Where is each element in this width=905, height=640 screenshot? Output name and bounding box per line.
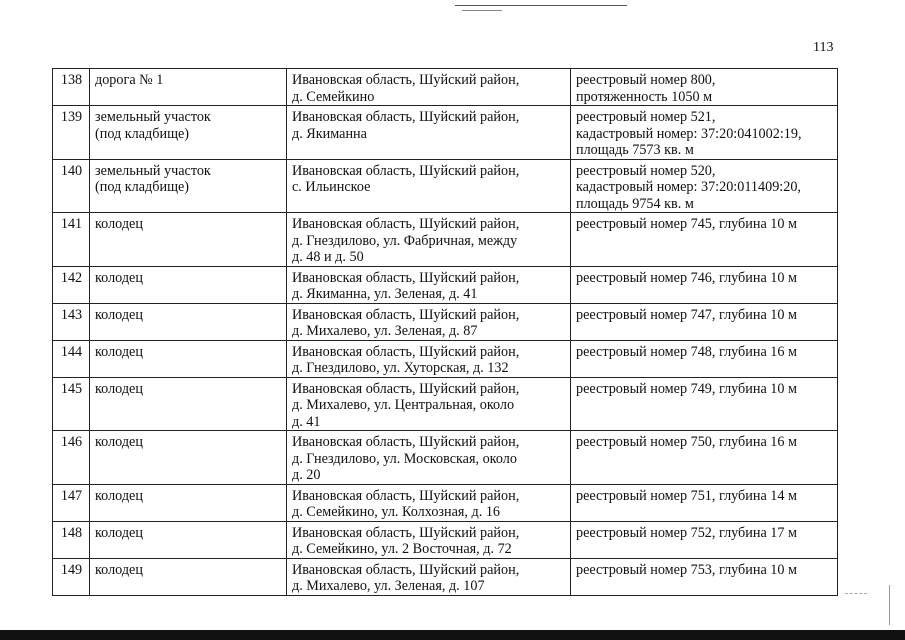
- cell-line: д. Семейкино, ул. 2 Восточная, д. 72: [292, 541, 512, 557]
- details-cell: [571, 377, 838, 431]
- cell-line: д. 48 и д. 50: [292, 249, 364, 265]
- cell-line: реестровый номер 746, глубина 10 м: [576, 269, 798, 286]
- address-cell: [287, 484, 571, 521]
- cell-line: д. 20: [292, 467, 321, 483]
- header-rule-short: [462, 10, 502, 11]
- object-name-cell: [90, 106, 287, 160]
- cell-line: д. Михалево, ул. Зеленая, д. 87: [292, 323, 478, 339]
- cell-line: Ивановская область, Шуйский район,: [292, 109, 520, 125]
- cell-line: дорога № 1: [95, 72, 164, 88]
- cell-line: реестровый номер 521,: [576, 109, 716, 125]
- cell-line: реестровый номер 753, глубина 10 м: [576, 561, 798, 578]
- cell-line: кадастровый номер: 37:20:011409:20,: [576, 179, 801, 195]
- scan-bottom-border: [0, 630, 905, 640]
- table-row: [53, 521, 838, 558]
- row-number-cell: 143: [53, 303, 90, 340]
- cell-line: колодец: [95, 487, 143, 504]
- cell-line: земельный участок: [95, 162, 211, 179]
- table-row: [53, 159, 838, 213]
- address-cell: [287, 377, 571, 431]
- cell-line: Ивановская область, Шуйский район,: [292, 434, 520, 450]
- cell-line: колодец: [95, 269, 143, 286]
- table-row: [53, 213, 838, 267]
- cell-line: д. Гнездилово, ул. Хуторская, д. 132: [292, 360, 509, 376]
- object-name-cell: [90, 484, 287, 521]
- cell-line: колодец: [95, 561, 143, 578]
- row-number-cell: 142: [53, 266, 90, 303]
- details-cell: [571, 558, 838, 595]
- cell-line: реестровый номер 800,: [576, 72, 716, 88]
- cell-line: д. Семейкино: [292, 88, 375, 105]
- cell-line: колодец: [95, 380, 143, 397]
- cell-line: колодец: [95, 216, 143, 232]
- cell-line: реестровый номер 748, глубина 16 м: [576, 343, 798, 360]
- cell-line: с. Ильинское: [292, 179, 371, 195]
- object-name-cell: [90, 340, 287, 377]
- cell-line: реестровый номер 752, глубина 17 м: [576, 524, 798, 541]
- object-name-cell: [90, 213, 287, 267]
- cell-line: реестровый номер 520,: [576, 162, 716, 179]
- address-cell: [287, 340, 571, 377]
- table-row: [53, 377, 838, 431]
- cell-line: колодец: [95, 434, 143, 450]
- table-row: [53, 106, 838, 160]
- cell-line: д. Семейкино, ул. Колхозная, д. 16: [292, 504, 501, 520]
- scan-artifact: [845, 593, 867, 594]
- row-number-cell: 149: [53, 558, 90, 595]
- cell-line: реестровый номер 749, глубина 10 м: [576, 380, 798, 397]
- address-cell: [287, 431, 571, 485]
- address-cell: [287, 266, 571, 303]
- details-cell: [571, 159, 838, 213]
- row-number-cell: 146: [53, 431, 90, 485]
- details-cell: [571, 106, 838, 160]
- cell-line: Ивановская область, Шуйский район,: [292, 306, 520, 323]
- row-number-cell: 145: [53, 377, 90, 431]
- cell-line: Ивановская область, Шуйский район,: [292, 216, 520, 232]
- object-name-cell: [90, 266, 287, 303]
- row-number-cell: 139: [53, 106, 90, 160]
- cell-line: (под кладбище): [95, 179, 190, 195]
- row-number-cell: 141: [53, 213, 90, 267]
- cell-line: д. Якиманна: [292, 125, 367, 142]
- cell-line: реестровый номер 745, глубина 10 м: [576, 216, 798, 232]
- registry-table: [52, 68, 838, 596]
- details-cell: [571, 431, 838, 485]
- address-cell: [287, 521, 571, 558]
- address-cell: [287, 558, 571, 595]
- cell-line: протяженность 1050 м: [576, 88, 713, 105]
- address-cell: [287, 303, 571, 340]
- address-cell: [287, 159, 571, 213]
- object-name-cell: [90, 69, 287, 106]
- details-cell: [571, 69, 838, 106]
- row-number-cell: 138: [53, 69, 90, 106]
- table-row: [53, 340, 838, 377]
- scan-edge-line: [889, 585, 890, 625]
- address-cell: [287, 213, 571, 267]
- object-name-cell: [90, 377, 287, 431]
- registry-table-body: [53, 69, 838, 596]
- cell-line: Ивановская область, Шуйский район,: [292, 269, 520, 286]
- cell-line: реестровый номер 750, глубина 16 м: [576, 434, 798, 450]
- cell-line: реестровый номер 747, глубина 10 м: [576, 306, 798, 323]
- cell-line: д. Гнездилово, ул. Фабричная, между: [292, 232, 518, 249]
- cell-line: колодец: [95, 524, 143, 541]
- object-name-cell: [90, 303, 287, 340]
- object-name-cell: [90, 521, 287, 558]
- table-row: [53, 303, 838, 340]
- cell-line: колодец: [95, 306, 143, 323]
- cell-line: площадь 7573 кв. м: [576, 142, 694, 158]
- details-cell: [571, 266, 838, 303]
- cell-line: д. Михалево, ул. Зеленая, д. 107: [292, 578, 485, 594]
- cell-line: Ивановская область, Шуйский район,: [292, 162, 520, 179]
- row-number-cell: 147: [53, 484, 90, 521]
- row-number-cell: 148: [53, 521, 90, 558]
- details-cell: [571, 340, 838, 377]
- address-cell: [287, 106, 571, 160]
- row-number-cell: 140: [53, 159, 90, 213]
- cell-line: площадь 9754 кв. м: [576, 195, 694, 212]
- object-name-cell: [90, 431, 287, 485]
- cell-line: Ивановская область, Шуйский район,: [292, 72, 520, 88]
- table-row: [53, 431, 838, 485]
- cell-line: земельный участок: [95, 109, 211, 125]
- row-number-cell: 144: [53, 340, 90, 377]
- cell-line: Ивановская область, Шуйский район,: [292, 343, 520, 360]
- cell-line: колодец: [95, 343, 143, 360]
- object-name-cell: [90, 159, 287, 213]
- table-row: [53, 69, 838, 106]
- header-rule: [455, 5, 627, 6]
- cell-line: Ивановская область, Шуйский район,: [292, 380, 520, 397]
- cell-line: Ивановская область, Шуйский район,: [292, 524, 520, 541]
- table-row: [53, 266, 838, 303]
- cell-line: Ивановская область, Шуйский район,: [292, 561, 520, 578]
- details-cell: [571, 484, 838, 521]
- object-name-cell: [90, 558, 287, 595]
- cell-line: д. Якиманна, ул. Зеленая, д. 41: [292, 286, 478, 302]
- table-row: [53, 558, 838, 595]
- page-number: 113: [813, 40, 834, 55]
- cell-line: (под кладбище): [95, 125, 190, 142]
- details-cell: [571, 303, 838, 340]
- details-cell: [571, 521, 838, 558]
- cell-line: кадастровый номер: 37:20:041002:19,: [576, 125, 802, 142]
- details-cell: [571, 213, 838, 267]
- cell-line: д. Михалево, ул. Центральная, около: [292, 397, 515, 413]
- cell-line: д. Гнездилово, ул. Московская, около: [292, 450, 517, 467]
- table-row: [53, 484, 838, 521]
- cell-line: Ивановская область, Шуйский район,: [292, 487, 520, 504]
- cell-line: д. 41: [292, 413, 321, 430]
- address-cell: [287, 69, 571, 106]
- cell-line: реестровый номер 751, глубина 14 м: [576, 487, 798, 504]
